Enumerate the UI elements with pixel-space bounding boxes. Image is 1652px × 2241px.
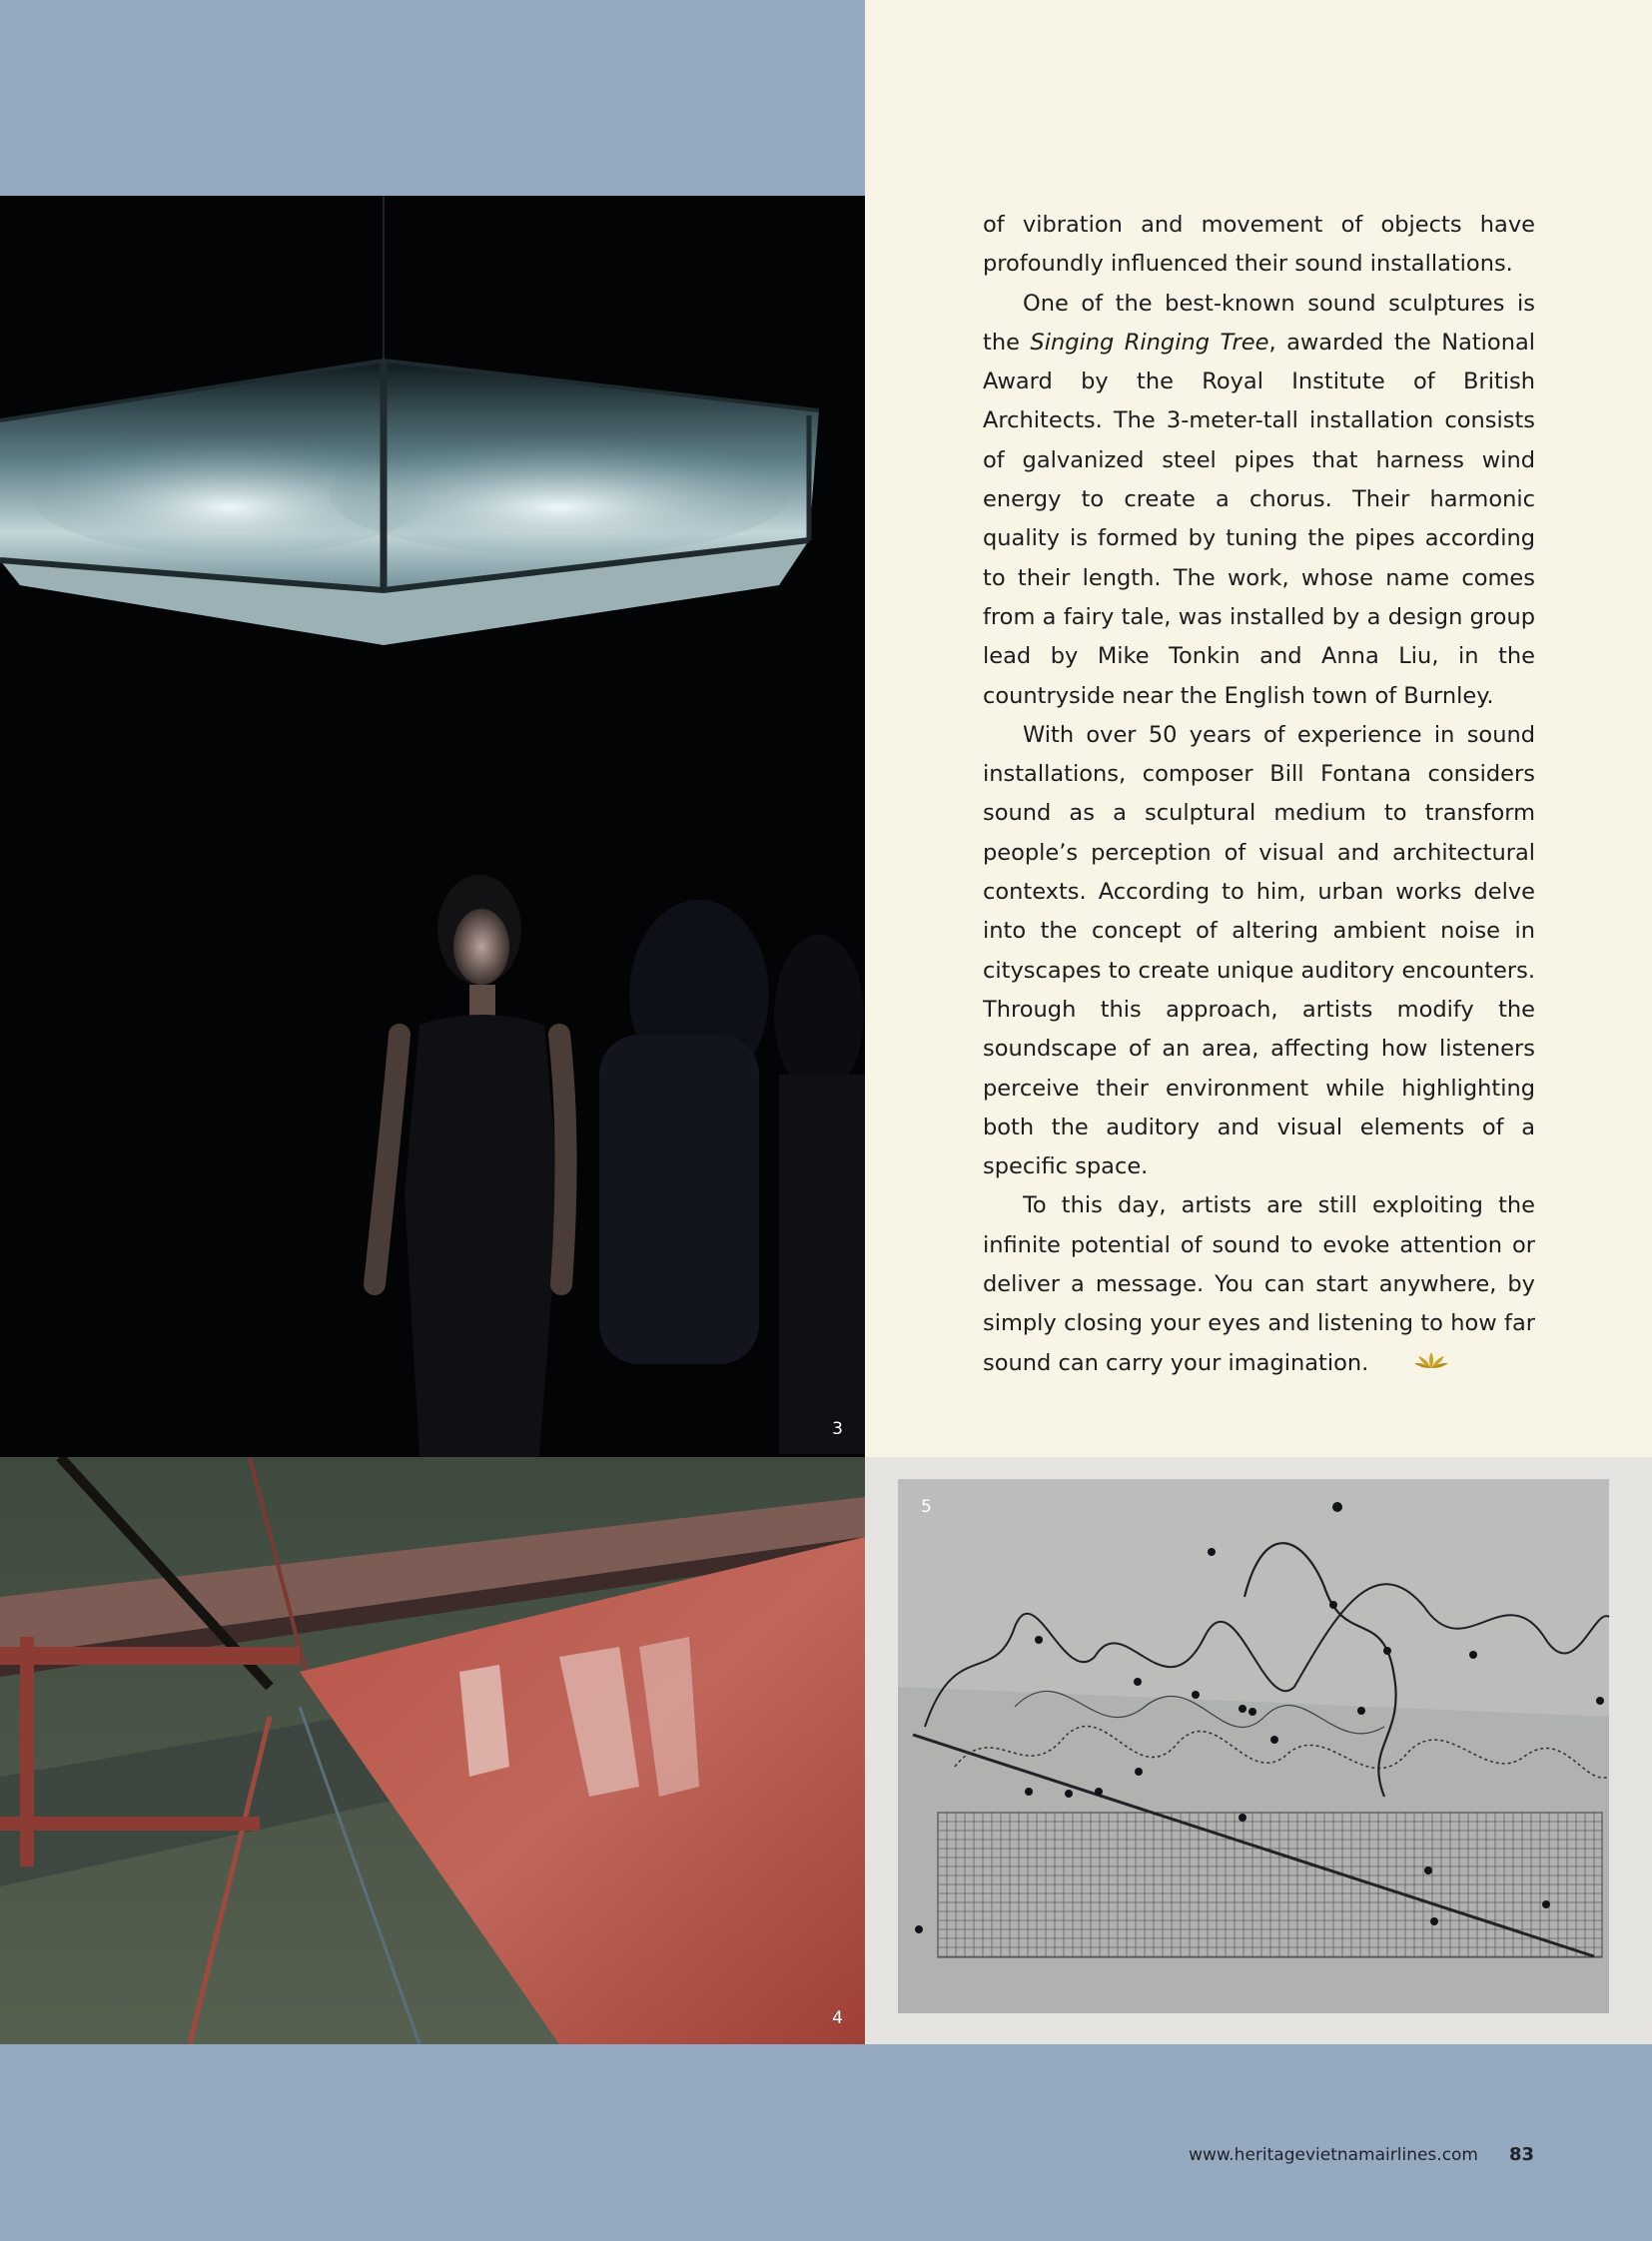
article-paragraph-4-text: To this day, artists are still exploiting the infinite potential of sound to evoke attention or deliver a message. You can start anywhere, by simply closing your eyes and listening to how far sound can carry your imagination. (983, 1192, 1535, 1376)
artwork-title: Singing Ringing Tree (1030, 329, 1269, 356)
article-paragraph-2-start: One of the best-known sound sculptures is the (983, 290, 1535, 356)
article-paragraph-4 (983, 1186, 1535, 1383)
page-footer (0, 2044, 1652, 2241)
page-number: 83 (1508, 2144, 1534, 2165)
footer-website-link[interactable]: www.heritagevietnamairlines.com (1189, 2145, 1478, 2165)
photo-5-image (865, 1457, 1652, 2044)
photo-3-light-installation (0, 196, 865, 1457)
article-body (983, 206, 1535, 1383)
article-paragraph-3: With over 50 years of experience in sound installations, composer Bill Fontana considers sound as a sculptural medium to transform people’s perception of visual and architectural contexts. According to him, urban works delve into the concept of altering ambient noise in cityscapes to create unique auditory encounters. Through this approach, artists modify the soundscape of an area, affecting how listeners perceive their environment while highlighting both the auditory and visual elements of a specific space. (983, 721, 1535, 1180)
photo-3-image (0, 196, 865, 1457)
photo-5-drawing (865, 1457, 1652, 2044)
photo-4-bridge (0, 1457, 865, 2044)
photo-4-number: 4 (832, 2008, 843, 2028)
article-paragraph-1: of vibration and movement of objects have profoundly influenced their sound installations. (983, 212, 1535, 278)
article-paragraph-2-end: , awarded the National Award by the Royal Institute of British Architects. The 3-meter-tall installation consists of galvanized steel pipes that harness wind energy to create a chorus. Their harmonic quality is formed by tuning the pipes according to their length. The work, whose name comes from a fairy tale, was installed by a design group lead by Mike Tonkin and Anna Liu, in the countryside near the English town of Burnley. (983, 329, 1535, 709)
article-paragraph-2 (983, 285, 1535, 716)
photo-3-number: 3 (832, 1419, 843, 1439)
photo-4-image (0, 1457, 865, 2044)
lotus-icon (1374, 1344, 1448, 1383)
article-text-panel (865, 0, 1652, 1457)
photo-5-number: 5 (921, 1497, 932, 1517)
